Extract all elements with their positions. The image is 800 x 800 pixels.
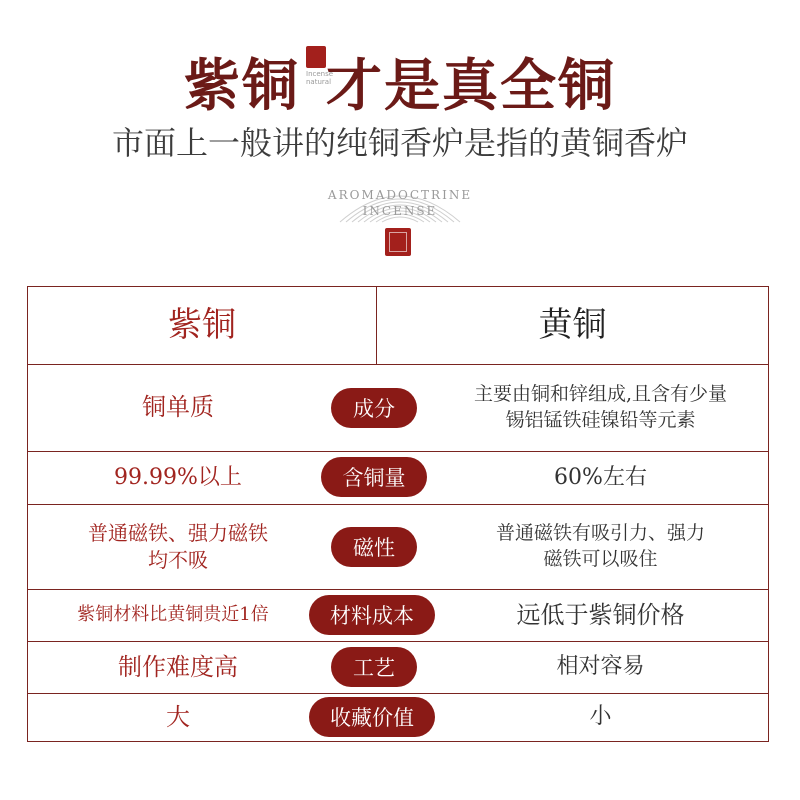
brand-logo [300, 172, 500, 262]
table-row-right: 60%左右 [554, 464, 647, 490]
title-part2: 才是真全铜 [326, 53, 616, 119]
table-row-right: 普通磁铁有吸引力、强力 磁铁可以吸住 [495, 521, 705, 570]
header-divider [376, 287, 377, 364]
seal-stamp-icon [306, 46, 326, 68]
table-row-left: 大 [166, 702, 190, 731]
table-row-left: 铜单质 [142, 393, 214, 422]
table-row-right: 主要由铜和锌组成,且含有少量 锡铝锰铁硅镍铅等元素 [473, 382, 728, 431]
table-row-left: 紫铜材料比黄铜贵近1倍 [77, 603, 269, 625]
page-title [0, 42, 800, 122]
left-column-header: 紫铜 [168, 305, 236, 345]
seal-caption: Incense natural [306, 70, 334, 86]
comparison-table [27, 286, 769, 742]
row-label-pill: 收藏价值 [309, 697, 435, 737]
table-row-right: 小 [589, 704, 612, 730]
row-label-pill: 材料成本 [309, 595, 435, 635]
page-subtitle: 市面上一般讲的纯铜香炉是指的黄铜香炉 [111, 124, 688, 162]
logo-seal-icon [385, 228, 411, 256]
table-row-left: 制作难度高 [118, 652, 238, 681]
logo-text-line2: INCENSE [362, 204, 438, 218]
row-label-pill: 成分 [331, 388, 417, 428]
table-row-left: 普通磁铁、强力磁铁 均不吸 [88, 520, 268, 572]
row-label-pill: 磁性 [331, 527, 417, 567]
wave-pattern-icon [300, 172, 500, 232]
row-label-pill: 工艺 [331, 647, 417, 687]
right-column-header: 黄铜 [538, 305, 607, 345]
table-row-right: 远低于紫铜价格 [516, 600, 685, 629]
row-label-pill: 含铜量 [321, 457, 427, 497]
title-part1: 紫铜 [184, 53, 300, 119]
table-row-left: 99.99%以上 [114, 464, 242, 490]
logo-text-line1: AROMADOCTRINE [327, 188, 473, 202]
table-row-right: 相对容易 [556, 654, 645, 680]
